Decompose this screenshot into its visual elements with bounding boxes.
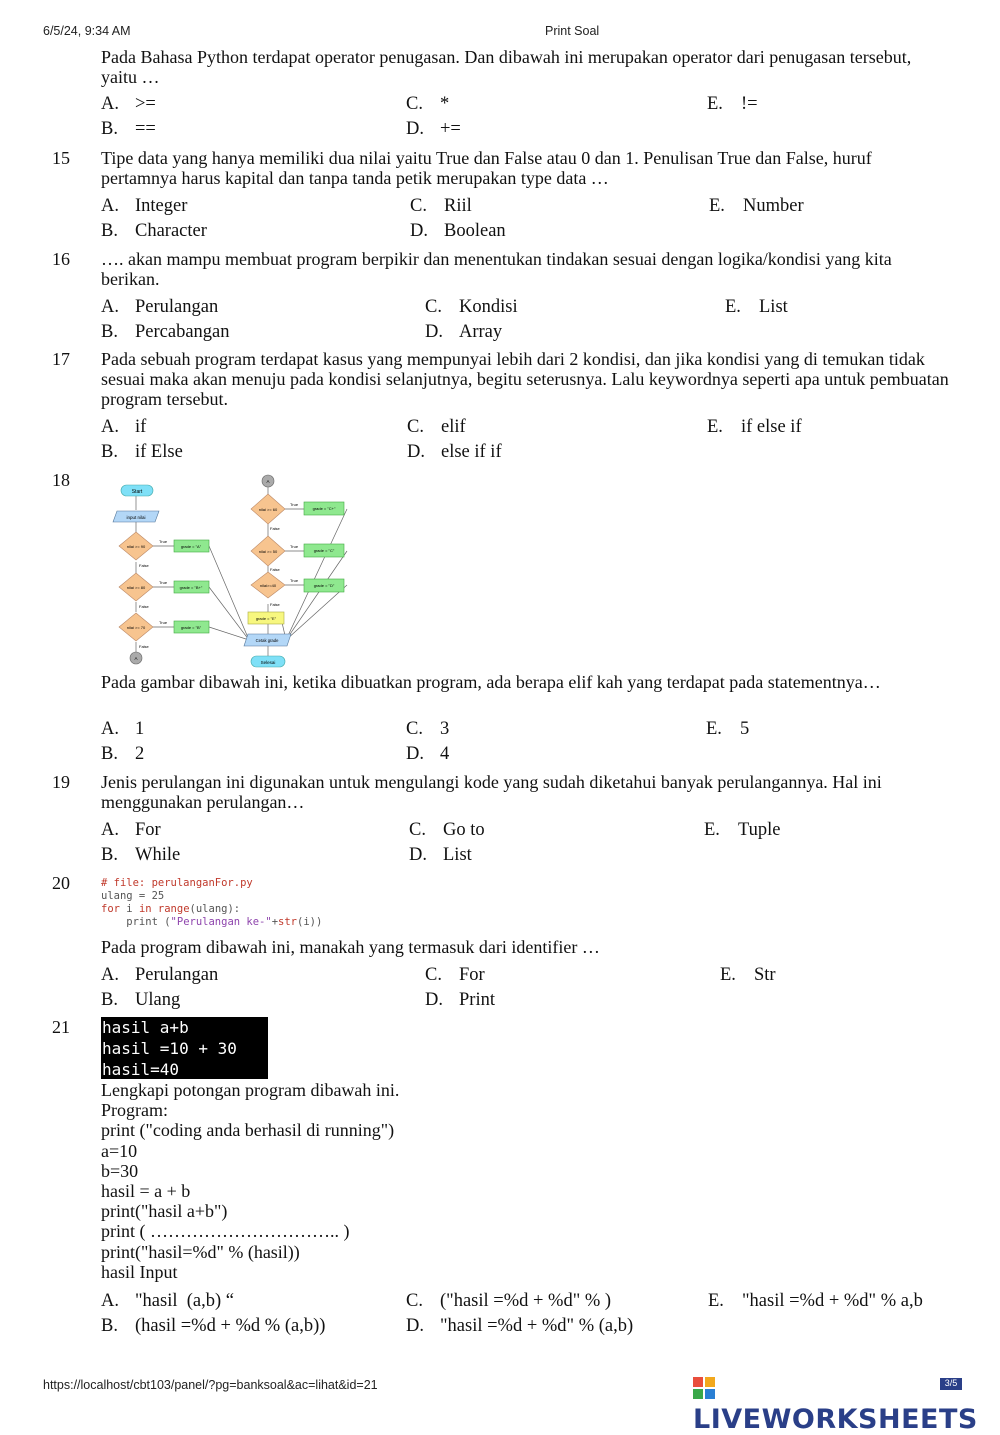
- flow-grade-cplus-label: grade = "C+": [312, 506, 336, 511]
- question-20-text: Pada program dibawah ini, manakah yang termasuk dari identifier …: [101, 937, 600, 957]
- prog-line-2: Program:: [101, 1100, 168, 1121]
- flow-grade-e-label: grade = "E": [255, 616, 277, 621]
- flow-connector-top-label: A: [266, 479, 270, 484]
- q16-option-e[interactable]: E. List: [725, 297, 788, 317]
- flow-false-label-2: False: [139, 604, 149, 609]
- liveworksheets-logo-icon: [693, 1377, 715, 1399]
- q21-option-c[interactable]: C. ("hasil =%d + %d" % ): [406, 1291, 612, 1311]
- flow-true-label-5: True: [290, 544, 299, 549]
- q15-option-d[interactable]: D. Boolean: [410, 221, 506, 241]
- q18-option-c[interactable]: C. 3: [406, 719, 450, 739]
- q18-option-a[interactable]: A. 1: [101, 719, 145, 739]
- q19-option-d[interactable]: D. List: [409, 845, 472, 865]
- flowchart-diagram: [101, 470, 361, 670]
- q19-option-e[interactable]: E. Tuple: [704, 820, 781, 840]
- prog-line-1: Lengkapi potongan program dibawah ini.: [101, 1080, 400, 1100]
- q16-option-b[interactable]: B. Percabangan: [101, 322, 230, 342]
- q15-option-e[interactable]: E. Number: [709, 196, 804, 216]
- q15-option-a[interactable]: A. Integer: [101, 196, 188, 216]
- q17-option-b[interactable]: B. if Else: [101, 442, 183, 462]
- question-17-text: Pada sebuah program terdapat kasus yang mempunyai lebih dari 2 kondisi, dan jika kondisi yang di temukan tidak sesuai maka akan menuju pada kondisi selanjutnya, begitu seterusnya. Lalu keywordnya seperti apa untuk pembuatan program tersebut.: [101, 349, 949, 409]
- flow-true-label-2: True: [159, 580, 168, 585]
- question-17-number: 17: [52, 349, 70, 369]
- prog-line-7: print("hasil a+b"): [101, 1201, 228, 1222]
- question-16-text: …. akan mampu membuat program berpikir dan menentukan tindakan sesuai dengan logika/kondisi yang kita berikan.: [101, 249, 892, 289]
- page-url: https://localhost/cbt103/panel/?pg=banksoal&ac=lihat&id=21: [43, 1378, 378, 1392]
- terminal-line-1: hasil a+b: [102, 1018, 189, 1037]
- flow-decision-2-label: nilai >= 80: [126, 585, 146, 590]
- print-title: Print Soal: [545, 24, 600, 38]
- q16-option-d[interactable]: D. Array: [425, 322, 503, 342]
- q14-option-a[interactable]: A. >=: [101, 94, 156, 114]
- question-14-text: Pada Bahasa Python terdapat operator penugasan. Dan dibawah ini merupakan operator dari penugasan tersebut, yaitu …: [101, 47, 912, 87]
- prog-line-9: print("hasil=%d" % (hasil)): [101, 1241, 300, 1262]
- q14-option-e[interactable]: E. !=: [707, 94, 758, 114]
- q14-option-d[interactable]: D. +=: [406, 119, 461, 139]
- print-datetime: 6/5/24, 9:34 AM: [43, 24, 131, 38]
- flow-print-label: Cetak grade: [255, 638, 279, 643]
- page-number: 3/5: [940, 1378, 962, 1390]
- question-16-number: 16: [52, 249, 70, 269]
- q21-option-d[interactable]: D. "hasil =%d + %d" % (a,b): [406, 1316, 634, 1336]
- question-21-number: 21: [52, 1017, 70, 1037]
- flow-true-label-4: True: [290, 502, 299, 507]
- q14-option-c[interactable]: C. *: [406, 94, 450, 114]
- flow-end-label: Selesai: [260, 660, 276, 665]
- flow-connector-bottom-label: A: [134, 656, 138, 661]
- flow-true-label-3: True: [159, 620, 168, 625]
- flow-start-label: Start: [131, 489, 143, 495]
- flow-decision-3-label: nilai >= 70: [126, 625, 146, 630]
- q20-option-b[interactable]: B. Ulang: [101, 990, 181, 1010]
- q16-option-a[interactable]: A. Perulangan: [101, 297, 219, 317]
- flow-true-label-6: True: [290, 578, 299, 583]
- q15-option-c[interactable]: C. Riil: [410, 196, 472, 216]
- prog-line-10: hasil Input: [101, 1261, 178, 1282]
- q17-option-a[interactable]: A. if: [101, 417, 147, 437]
- flow-decision-5-label: nilai >= 50: [258, 549, 278, 554]
- question-20-number: 20: [52, 873, 70, 893]
- program-listing: [101, 1080, 399, 1282]
- q18-option-d[interactable]: D. 4: [406, 744, 450, 764]
- q17-option-e[interactable]: E. if else if: [707, 417, 802, 437]
- q21-option-b[interactable]: B. (hasil =%d + %d % (a,b)): [101, 1316, 326, 1336]
- question-19-text: Jenis perulangan ini digunakan untuk mengulangi kode yang sudah diketahui banyak perulangannya. Hal ini menggunakan perulangan…: [101, 772, 882, 812]
- q17-option-c[interactable]: C. elif: [407, 417, 466, 437]
- q14-option-b[interactable]: B. ==: [101, 119, 156, 139]
- q19-option-b[interactable]: B. While: [101, 845, 181, 865]
- flow-grade-a-label: grade = "A": [180, 544, 202, 549]
- prog-line-8: print ( ………………………….. ): [101, 1221, 350, 1242]
- flow-false-label-4: False: [270, 526, 280, 531]
- terminal-line-3: hasil=40: [102, 1060, 180, 1079]
- question-18-number: 18: [52, 470, 70, 490]
- q20-option-c[interactable]: C. For: [425, 965, 485, 985]
- q17-option-d[interactable]: D. else if if: [407, 442, 502, 462]
- q19-option-a[interactable]: A. For: [101, 820, 161, 840]
- terminal-line-2: hasil =10 + 30: [102, 1039, 237, 1058]
- code-snippet: # file: perulanganFor.py ulang = 25 for i in range(ulang): print ("Perulangan ke-"+str(i)): [101, 877, 323, 928]
- flow-decision-4-label: nilai >= 60: [258, 507, 278, 512]
- flow-false-label-5: False: [270, 567, 280, 572]
- flow-false-label-6: False: [270, 602, 280, 607]
- q20-option-a[interactable]: A. Perulangan: [101, 965, 219, 985]
- flow-false-label-3: False: [139, 644, 149, 649]
- question-15-text: Tipe data yang hanya memiliki dua nilai yaitu True dan False atau 0 dan 1. Penulisan True dan False, huruf pertamnya harus kapital dan tanpa tanda petik merupakan type data …: [101, 148, 872, 188]
- q20-option-e[interactable]: E. Str: [720, 965, 776, 985]
- q18-option-b[interactable]: B. 2: [101, 744, 145, 764]
- flow-grade-b-label: grade = "B": [180, 625, 202, 630]
- q15-option-b[interactable]: B. Character: [101, 221, 207, 241]
- flow-true-label-1: True: [159, 539, 168, 544]
- flow-grade-bplus-label: grade = "B+": [179, 585, 203, 590]
- q19-option-c[interactable]: C. Go to: [409, 820, 485, 840]
- flow-grade-c-label: grade = "C": [313, 548, 335, 553]
- question-18-text: Pada gambar dibawah ini, ketika dibuatkan program, ada berapa elif kah yang terdapat pada statementnya…: [101, 672, 881, 692]
- prog-line-4: a=10: [101, 1140, 138, 1161]
- question-19-number: 19: [52, 772, 70, 792]
- prog-line-6: hasil = a + b: [101, 1181, 191, 1202]
- q16-option-c[interactable]: C. Kondisi: [425, 297, 518, 317]
- q18-option-e[interactable]: E. 5: [706, 719, 750, 739]
- q21-option-a[interactable]: A. "hasil (a,b) “: [101, 1291, 234, 1311]
- q21-option-e[interactable]: E. "hasil =%d + %d" % a,b: [708, 1291, 923, 1311]
- prog-line-3: print ("coding anda berhasil di running"): [101, 1120, 395, 1141]
- flow-decision-6-label: nilai>=40: [259, 583, 277, 588]
- terminal-output: [101, 1017, 268, 1079]
- flow-grade-d-label: grade = "D": [313, 583, 335, 588]
- liveworksheets-logo-text: LIVEWORKSHEETS: [693, 1404, 978, 1435]
- flow-false-label-1: False: [139, 563, 149, 568]
- flow-decision-1-label: nilai >= 90: [126, 544, 146, 549]
- question-15-number: 15: [52, 148, 70, 168]
- prog-line-5: b=30: [101, 1160, 139, 1181]
- flow-input-label: input nilai: [126, 515, 146, 520]
- q20-option-d[interactable]: D. Print: [425, 990, 495, 1010]
